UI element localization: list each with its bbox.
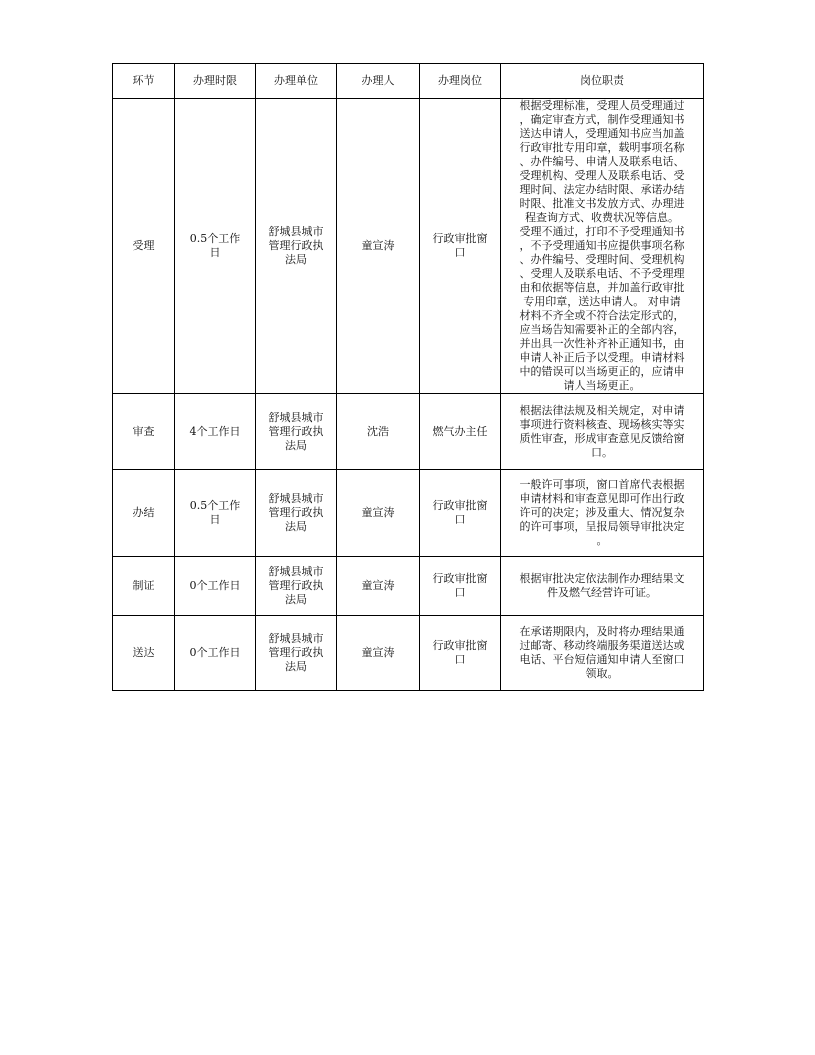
header-stage: 环节 [113,64,175,99]
cell-unit: 舒城县城市 管理行政执 法局 [256,394,337,470]
cell-stage: 送达 [113,616,175,691]
cell-unit: 舒城县城市 管理行政执 法局 [256,616,337,691]
header-handler: 办理人 [337,64,420,99]
cell-stage: 受理 [113,99,175,394]
cell-unit: 舒城县城市 管理行政执 法局 [256,99,337,394]
cell-stage: 办结 [113,470,175,557]
cell-time-limit: 0.5个工作 日 [175,470,256,557]
process-table [112,63,704,691]
table-row [113,470,704,557]
cell-unit: 舒城县城市 管理行政执 法局 [256,470,337,557]
header-duty: 岗位职责 [501,64,704,99]
cell-handler: 童宣涛 [337,99,420,394]
cell-duty: 根据受理标准，受理人员受理通过 ，确定审查方式，制作受理通知书 送达申请人，受理通知书应当加盖 行政审批专用印章，载明事项名称 、办件编号、申请人及联系电话、 受理机构、受理人及联系电话、受 理时间、法定办结时限、承诺办结 时限、批准文书发放方式、办理进 程查询方式、收费状况等信息。 受理不通过，打印不予受理通知书 ，不予受理通知书应提供事项名称 、办件编号、受理时间、受理机构 、受理人及联系电话、不予受理理 由和依据等信息，并加盖行政审批 专用印章，送达申请人。 对申请 材料不齐全或不符合法定形式的， 应当场告知需要补正的全部内容， 并出具一次性补齐补正通知书，由 申请人补正后予以受理。申请材料 中的错误可以当场更正的，应请申 请人当场更正。 [501,99,704,394]
cell-duty: 根据法律法规及相关规定，对申请 事项进行资料核查、现场核实等实 质性审查，形成审查意见反馈给窗 口。 [501,394,704,470]
cell-handler: 童宣涛 [337,470,420,557]
cell-post: 行政审批窗 口 [420,616,501,691]
cell-handler: 童宣涛 [337,616,420,691]
cell-handler: 沈浩 [337,394,420,470]
cell-post: 行政审批窗 口 [420,99,501,394]
cell-duty: 根据审批决定依法制作办理结果文 件及燃气经营许可证。 [501,557,704,616]
table-row [113,99,704,394]
cell-time-limit: 0.5个工作 日 [175,99,256,394]
table-row [113,616,704,691]
cell-handler: 童宣涛 [337,557,420,616]
cell-time-limit: 0个工作日 [175,616,256,691]
cell-stage: 审查 [113,394,175,470]
header-time-limit: 办理时限 [175,64,256,99]
cell-unit: 舒城县城市 管理行政执 法局 [256,557,337,616]
cell-post: 行政审批窗 口 [420,470,501,557]
cell-duty: 在承诺期限内，及时将办理结果通 过邮寄、移动终端服务渠道送达或 电话、平台短信通知申请人至窗口 领取。 [501,616,704,691]
cell-stage: 制证 [113,557,175,616]
header-post: 办理岗位 [420,64,501,99]
cell-post: 燃气办主任 [420,394,501,470]
cell-duty: 一般许可事项，窗口首席代表根据 申请材料和审查意见即可作出行政 许可的决定；涉及重大、情况复杂 的许可事项，呈报局领导审批决定 。 [501,470,704,557]
header-unit: 办理单位 [256,64,337,99]
table-row [113,557,704,616]
cell-time-limit: 4个工作日 [175,394,256,470]
cell-time-limit: 0个工作日 [175,557,256,616]
table-row [113,394,704,470]
table-header-row [113,64,704,99]
cell-post: 行政审批窗 口 [420,557,501,616]
